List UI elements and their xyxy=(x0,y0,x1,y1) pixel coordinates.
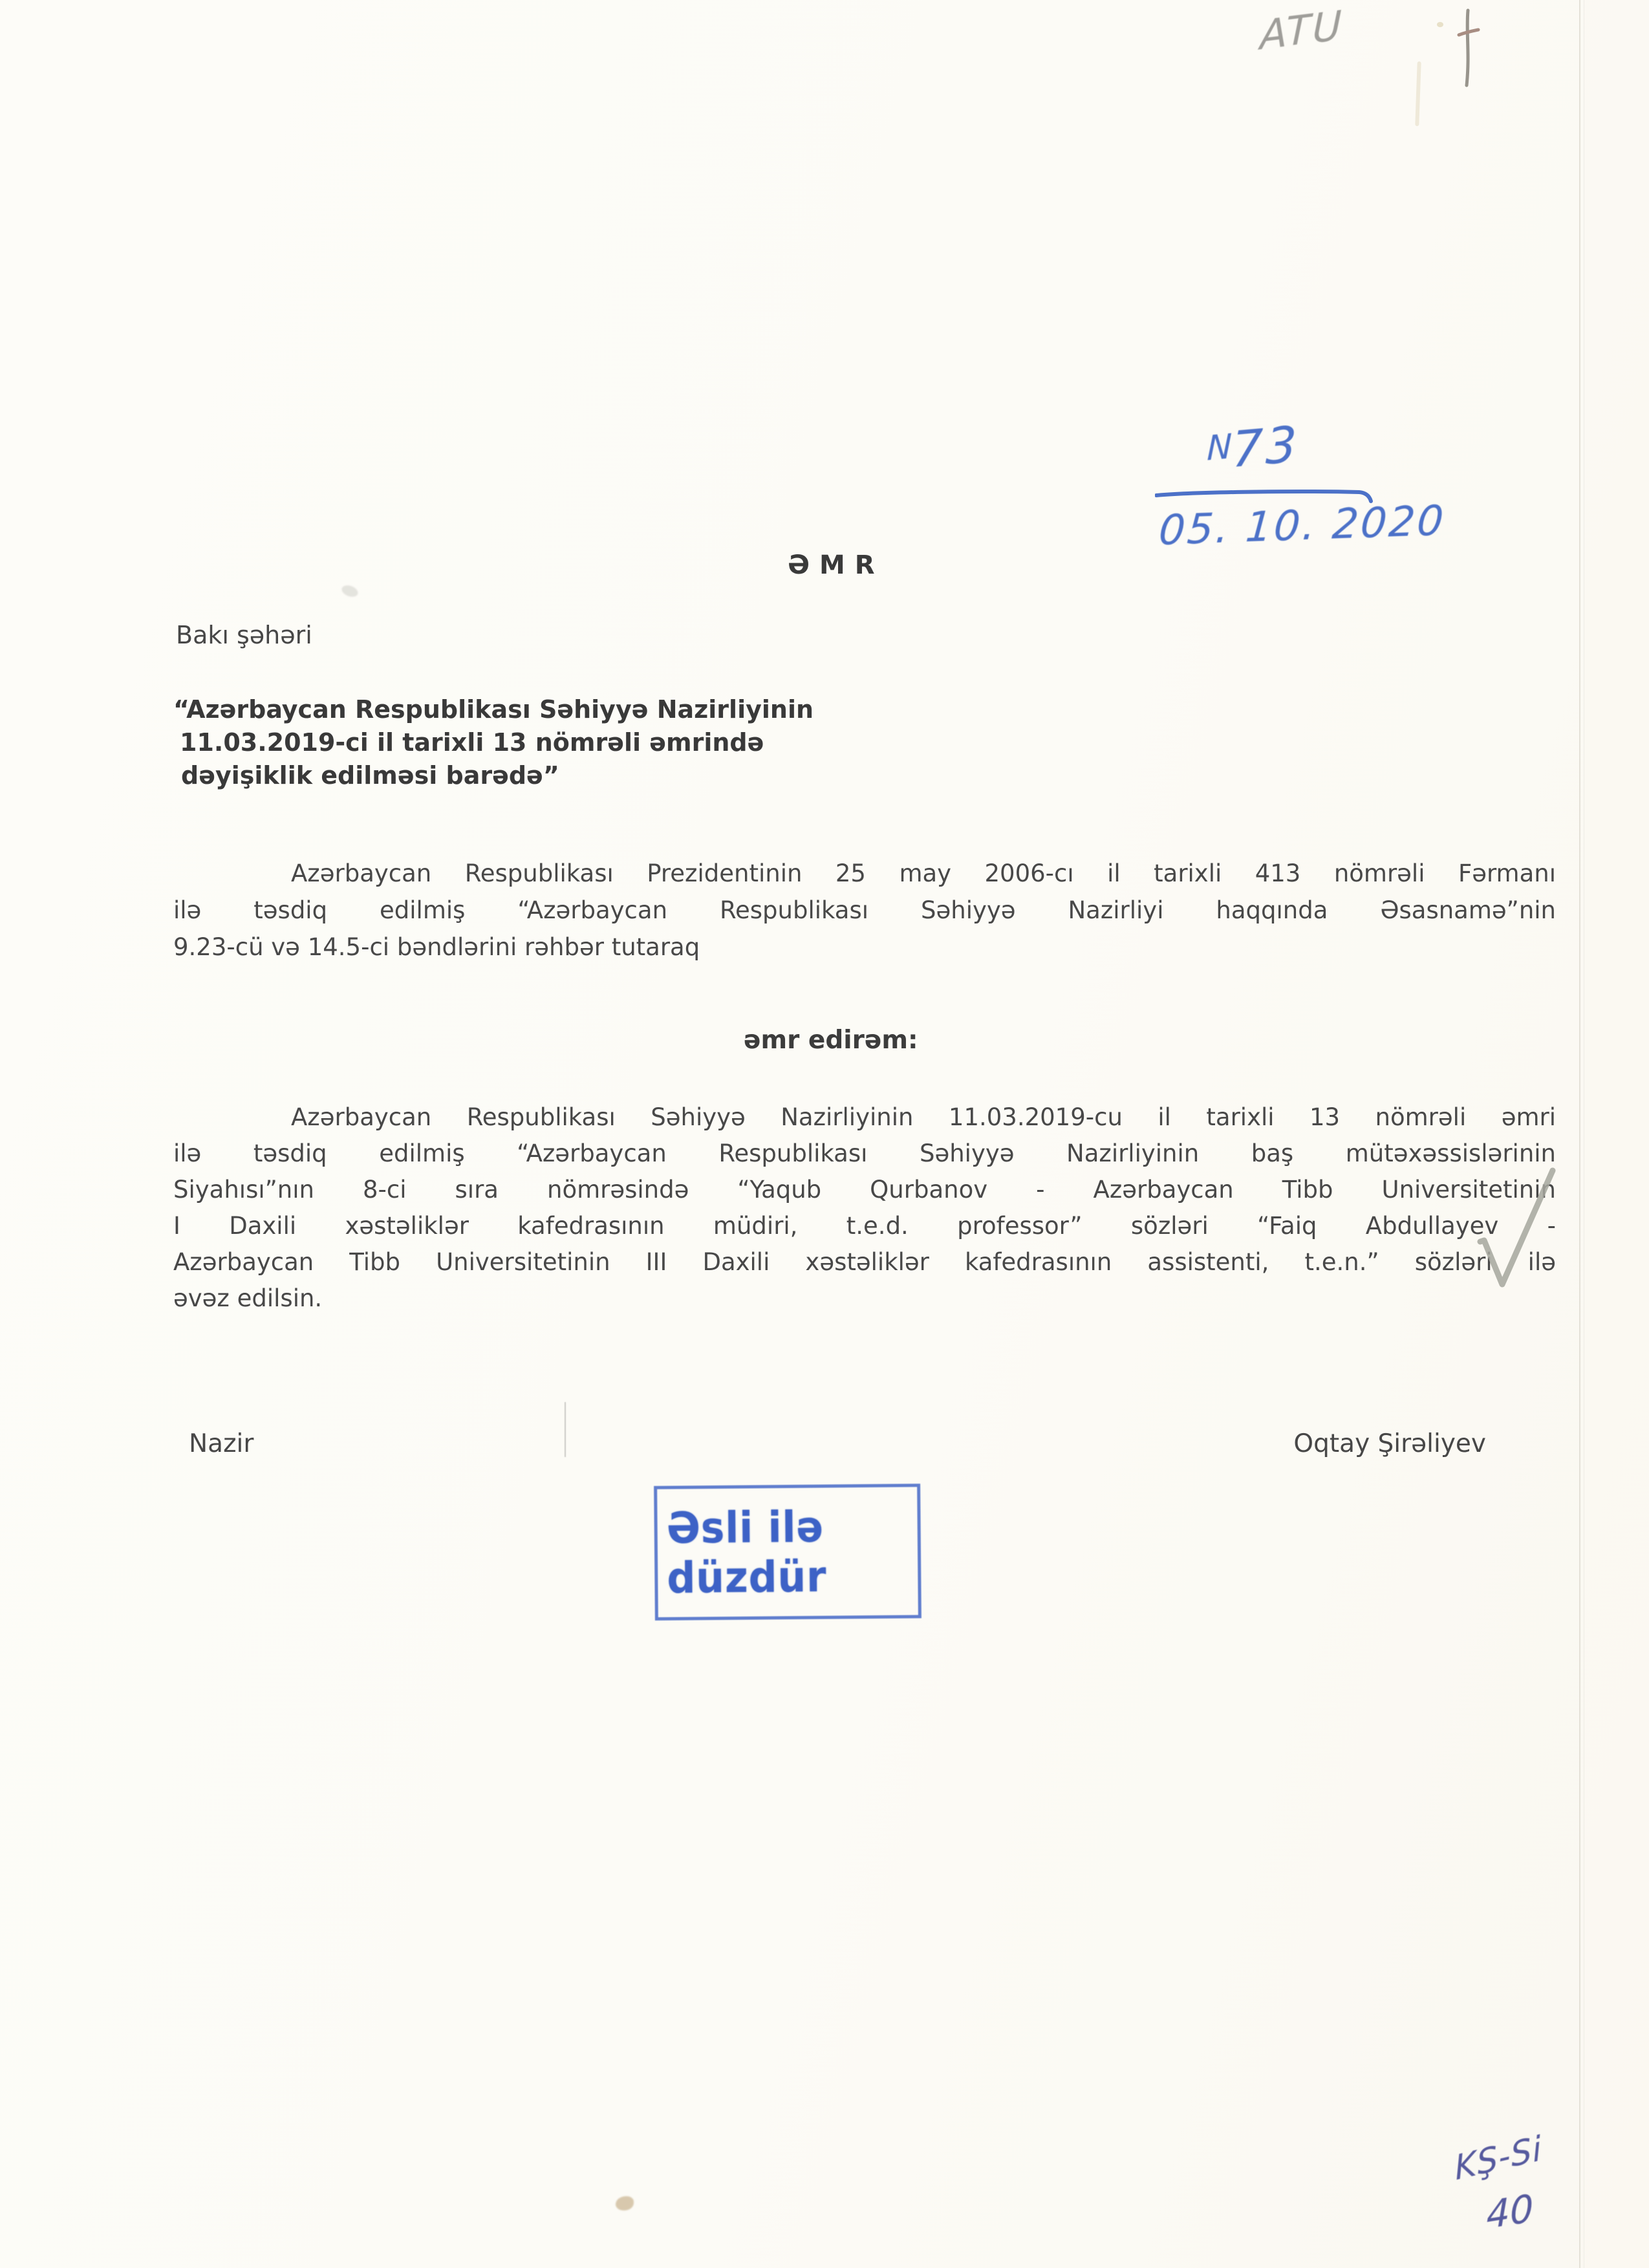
page-edge-line xyxy=(1579,0,1580,2268)
cross-mark-icon xyxy=(1456,8,1482,89)
subject-line: “Azərbaycan Respublikası Səhiyyə Nazirliyinin xyxy=(173,695,814,724)
subject-line: 11.03.2019-ci il tarixli 13 nömrəli əmrində xyxy=(180,728,764,757)
subject-line: dəyişiklik edilməsi barədə” xyxy=(181,761,559,790)
paragraph-line: ilə təsdiq edilmiş “Azərbaycan Respublikası Səhiyyə Nazirliyi haqqında Əsasnamə”nin xyxy=(173,896,1556,924)
scan-dot xyxy=(1437,22,1443,27)
document-title: ƏMR xyxy=(788,550,885,580)
paragraph-line: ilə təsdiq edilmiş “Azərbaycan Respublikası Səhiyyə Nazirliyinin baş mütəxəssislərinin xyxy=(173,1139,1556,1167)
certification-stamp xyxy=(654,1484,921,1621)
paragraph-line: Siyahısı”nın 8-ci sıra nömrəsində “Yaqub Qurbanov - Azərbaycan Tibb Universitetinin xyxy=(173,1176,1556,1204)
paragraph-line: əvəz edilsin. xyxy=(173,1284,323,1312)
city-line: Bakı şəhəri xyxy=(176,621,312,649)
order-date: 05. 10. 2020 xyxy=(1157,497,1447,555)
paper-speck xyxy=(616,2196,634,2210)
stamp-text: Əsli ilə düzdür xyxy=(666,1502,827,1603)
order-number-prefix: N xyxy=(1206,427,1233,469)
order-body-paragraph xyxy=(173,1099,1556,1317)
order-number-value: 73 xyxy=(1231,415,1300,479)
pencil-smudge xyxy=(340,583,360,599)
order-number xyxy=(1206,415,1300,481)
signer-name: Oqtay Şirəliyev xyxy=(1293,1429,1486,1458)
signer-title: Nazir xyxy=(189,1429,254,1458)
paragraph-line: Azərbaycan Tibb Universitetinin III Daxili xəstəliklər kafedrasının assistenti, t.e.n.” sözləri ilə xyxy=(173,1248,1556,1276)
margin-code: KŞ-Si xyxy=(1453,2129,1544,2188)
margin-code-number: 40 xyxy=(1485,2185,1534,2238)
paragraph-line: Azərbaycan Respublikası Səhiyyə Nazirliyinin 11.03.2019-cu il tarixli 13 nömrəli əmri xyxy=(291,1103,1556,1131)
scan-hairline xyxy=(565,1402,566,1457)
checkmark-icon xyxy=(1476,1161,1559,1296)
page-edge-strip xyxy=(1584,0,1649,2268)
scan-streak xyxy=(1415,61,1421,126)
paragraph-line: 9.23-cü və 14.5-ci bəndlərini rəhbər tutaraq xyxy=(173,933,700,961)
paragraph-line: Azərbaycan Respublikası Prezidentinin 25 may 2006-cı il tarixli 413 nömrəli Fərmanı xyxy=(291,859,1556,887)
preamble-paragraph xyxy=(173,855,1556,966)
paragraph-line: I Daxili xəstəliklər kafedrasının müdiri, t.e.d. professor” sözləri “Faiq Abdullayev - xyxy=(173,1212,1556,1240)
subject-block xyxy=(173,693,814,792)
pencil-note-atu: ATU xyxy=(1259,1,1344,59)
order-intro-phrase: əmr edirəm: xyxy=(744,1026,918,1055)
